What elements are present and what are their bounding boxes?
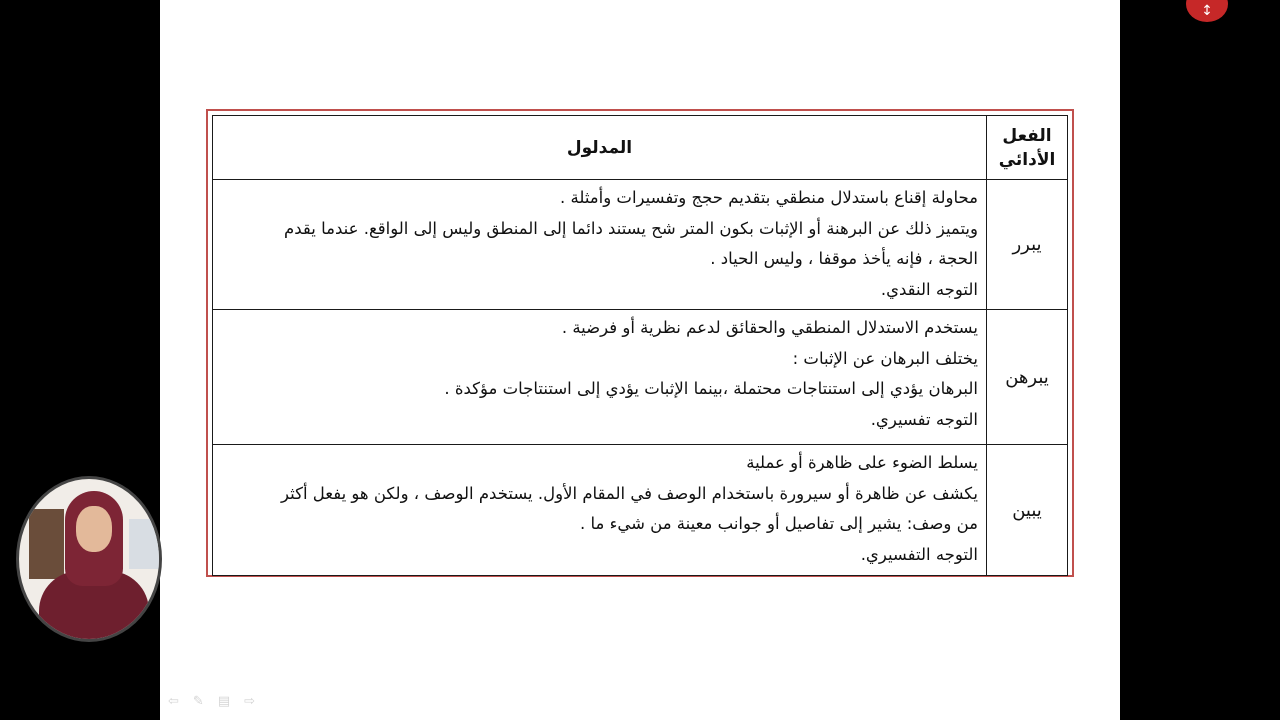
meaning-line: التوجه النقدي. <box>880 279 978 299</box>
updown-arrow-icon: ↕ <box>1201 3 1213 19</box>
meaning-line: يكشف عن ظاهرة أو سيرورة باستخدام الوصف في المقام الأول. يستخدم الوصف ، ولكن هو يفعل أكثر <box>281 483 978 503</box>
meaning-line: الحجة ، فإنه يأخذ موقفا ، وليس الحياد . <box>710 249 978 268</box>
header-verb-line2: الأدائي <box>998 149 1056 170</box>
meaning-line: التوجه التفسيري. <box>860 544 978 564</box>
verb-cell: يبين <box>987 445 1068 576</box>
background-shelf <box>29 509 64 579</box>
header-verb-line1: الفعل <box>1002 125 1052 146</box>
meaning-line: ويتميز ذلك عن البرهنة أو الإثبات بكون المتر شح يستند دائما إلى المنطق وليس إلى الواقع. عندما يقدم <box>284 218 978 238</box>
arrow-right-icon[interactable]: ⇨ <box>244 694 256 709</box>
table-frame <box>206 109 1074 577</box>
background-screen <box>129 519 159 569</box>
slide-toolbar <box>168 694 255 710</box>
meaning-cell <box>213 445 987 576</box>
table-row <box>213 310 1068 445</box>
meaning-line: يسلط الضوء على ظاهرة أو عملية <box>746 453 978 472</box>
verb-cell: يبرهن <box>987 310 1068 445</box>
table-row <box>213 445 1068 576</box>
table-header-row <box>213 116 1068 180</box>
meaning-line: التوجه تفسيري. <box>870 409 978 429</box>
arrow-left-icon[interactable]: ⇦ <box>168 694 179 709</box>
slide-canvas <box>160 0 1120 720</box>
scroll-nav-button[interactable] <box>1186 0 1228 22</box>
meaning-cell <box>213 310 987 445</box>
meaning-line: يختلف البرهان عن الإثبات : <box>792 348 978 368</box>
header-verb <box>987 116 1068 180</box>
meaning-cell <box>213 180 987 310</box>
table-row <box>213 180 1068 310</box>
verbs-table <box>212 115 1068 576</box>
meaning-line: يستخدم الاستدلال المنطقي والحقائق لدعم نظرية أو فرضية . <box>561 318 978 337</box>
pen-icon[interactable]: ✎ <box>192 694 204 709</box>
meaning-line: محاولة إقناع باستدلال منطقي بتقديم حجج وتفسيرات وأمثلة . <box>560 188 978 207</box>
verb-cell: يبرر <box>987 180 1068 310</box>
presenter-webcam <box>16 476 162 642</box>
meaning-line: البرهان يؤدي إلى استنتاجات محتملة ،بينما الإثبات يؤدي إلى استنتاجات مؤكدة . <box>444 379 978 398</box>
header-meaning: المدلول <box>213 116 987 180</box>
menu-icon[interactable]: ▤ <box>217 694 231 709</box>
presenter-face <box>76 506 112 552</box>
meaning-line: من وصف: يشير إلى تفاصيل أو جوانب معينة من شيء ما . <box>579 514 978 533</box>
